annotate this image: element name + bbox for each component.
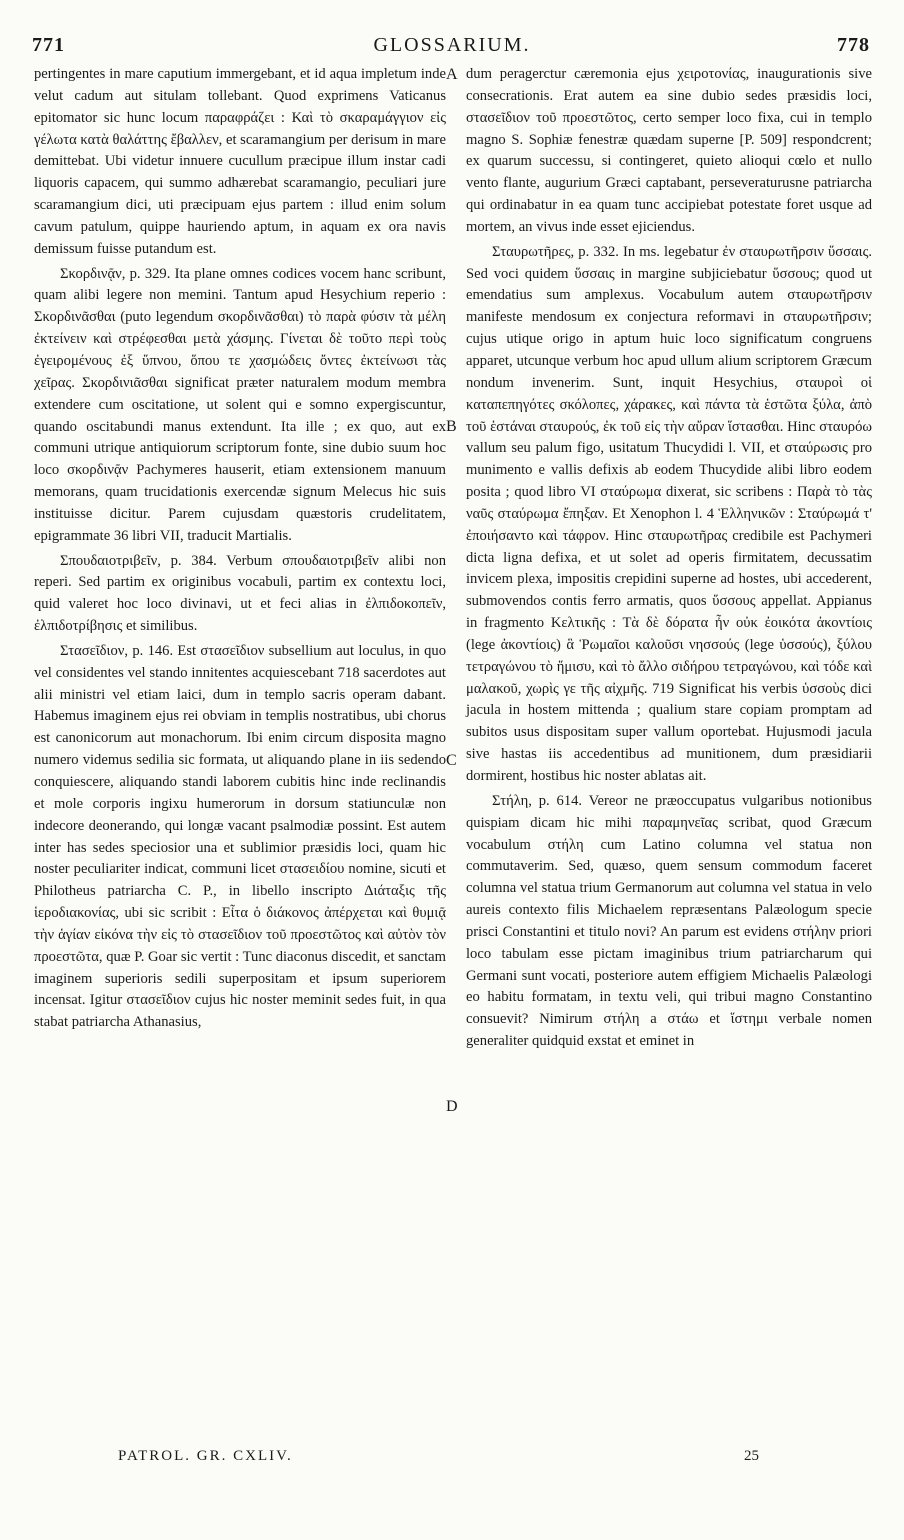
footer-series: PATROL. GR. CXLIV. (118, 1448, 293, 1464)
page-number-right: 778 (837, 34, 870, 56)
entry-skordinan: Σκορδινᾷν, p. 329. Ita plane omnes codices vocem hanc scribunt, quam alibi legere non memini. Tantum apud Hesychium reperio : Σκορδινᾶσθαι (puto legendum σκορδινᾶσθαι) τὸ παρὰ φύσιν τὰ μέλη ἐκτείνειν καὶ στρέφεσθαι μετὰ χάσμης. Γίνεται δὲ τοῦτο περὶ τοὺς ἐγειρομένους ἐξ ὕπνου, ὅπου τε χασμώδεις ὄντες ἐκτείνωσι τὰς χεῖρας. Σκορδινιᾶσθαι significat præter naturalem modum membra extendere cum oscitatione, ut solent qui e somno expergiscuntur, quando oscitabundi manus extendunt. Ita ille ; ex quo, aut ex communi utrique antiquiorum scriptorum fonte, sine dubio suum hoc loco σκορδινᾷν Pachymeres hauserit, etiam extensionem manuum memorans, quam trucidationis exercendæ signum Melecus hic suis instituisse dicitur. Parem cujusdam quæstoris crudelitatem, epigrammate 36 libri VII, traducit Martialis. (34, 265, 446, 544)
entry-stele: Στήλη, p. 614. Vereor ne præoccupatus vulgaribus notionibus quispiam dicam hic mihi παραμηνεῖας scribat, quod Græcum vocabulum στήλη cum Latino columna vel statua non commutaverim. Sed, quæso, quem sensum commodum faceret columna vel statua trium Germanorum aut columna vel statua in velo aureis contexto filis Michaelem repræsentans Palæologum specie prisci Constantini et titulo novi? An parum est evidens στήλην priori loco tabulam esse pictam imaginibus trium patriarcharum qui Germani sunt vocati, posteriore autem effigiem Michaelis Palæologi eo habitu formatam, in textu veli, qui tribui magno Constantino consuevit? Nimirum στήλη a στάω et ἵστημι verbale nomen generaliter quidquid exstat et eminet in (466, 792, 872, 1050)
entry-paragraph: pertingentes in mare caputium immergebant, et id aqua impletum inde velut cadum aut situlam tollebant. Quod exprimens Vaticanus epitomator sic hunc locum παραφράζει : Καὶ τὸ σκαραμάγγιον εἰς γέλωτα κατὰ θαλάττης ἔβαλλεν, et scaramangium per derisum in mare demittebat. Ubi videtur innuere cucullum præcipue illum instar cadi liquoris capacem, qui summo adhærebat scaramangio, peculiari jure scaramangium dici, uti præcipuam ejus partem : illud enim solum cavum patulum, quippe hauriendo aptum, in aquam ex ora navis demissum fuisse putandum est. (34, 66, 447, 257)
page-header (30, 34, 874, 58)
section-marker-a: A (446, 66, 458, 83)
page-number-left: 771 (32, 34, 65, 56)
footer-signature: 25 (744, 1448, 759, 1464)
right-column (466, 64, 872, 1053)
entry-continuation: dum peragerctur cæremonia ejus χειροτονίας, inaugurationis sive consecrationis. Erat autem ea sine dubio sedes præsidis loci, στασεῖδιον τοῦ προεστῶτος, certo semper loco fixa, cui in templo magno S. Sophiæ fenestræ quædam superne [P. 509] respondcrent; ex quarum successu, si contingeret, quieto alioqui cœlo et nullo vento flante, augurium Græci captabant, perseveraturusne patriarcha qui ordinabatur in ea quam tunc accipiebat potestate foret usque ad mortem, an vivus inde esset ejiciendus. (466, 66, 872, 235)
entry-staseidion: Στασεῖδιον, p. 146. Est στασεῖδιον subsellium aut loculus, in quo vel considentes vel stando innitentes acquiescebant 718 sacerdotes aut alii ministri vel etiam laici, dum in templo sacris operam dabant. Habemus imaginem ejus rei obviam in templis nostratibus, ubi chorus est canonicorum aut monachorum. Ibi enim circum disposita magno numero videmus sedilia sic formata, ut aliquando plane in iis sedendo conquiescere, aliquando standi laborem cubitis hinc inde reclinandis et mole corporis ingixu humerorum in dorsum statiunculæ non indecore deonerando, qui longæ vacant psalmodiæ possint. Est autem inter has sedes speciosior una et sublimior præsidis loci, quam hic noster peculiariter indicat, communi licet στασειδίου nomine, sicuti et Philotheus patriarcha C. P., in libello inscripto Διάταξις τῆς ἱεροδιακονίας, ubi sic scribit : Εἶτα ὁ διάκονος ἀπέρχεται καὶ θυμιᾷ τὴν ἁγίαν εἰκόνα τὴν εἰς τὸ στασεῖδιον τοῦ προεστῶτος καὶ αὐτὸν τὸν προεστῶτα, quæ P. Goar sic vertit : Tunc diaconus discedit, et sanctam imaginem superioris sedili superpositam et ipsum superiorem incensat. Igitur στασεῖδιον cujus hic noster meminit sedes fuit, in qua stabat patriarcha Athanasius, (34, 642, 446, 1031)
running-title: GLOSSARIUM. (373, 34, 531, 56)
entry-spoudaiotribein: Σπουδαιοτριβεῖν, p. 384. Verbum σπουδαιοτριβεῖν alibi non reperi. Sed partim ex originibus vocabuli, partim ex contextu loci, quid valeret hoc loco divinavi, ut et feci alias in ἐλπιδοκοπεῖν, ἐλπιδοτρίβησις et similibus. (34, 552, 446, 635)
entry-staurōtēres: Σταυρωτῆρες, p. 332. In ms. legebatur ἐν σταυρωτῆρσιν ὕσσαις. Sed voci quidem ὕσσαις in margine subjiciebatur ὕσσους; quod ut emendatius sum amplexus. Vocabulum autem σταυρωτῆρσιν manifeste mendosum ex conjectura reformavi in σταυρωτῆρσιν; cujus utique origo in aptum huic loco significatum congruens apparet, utcunque verbum hoc apud ullum alium scriptorem Græcum nondum invenerim. Sunt, inquit Hesychius, σταυροὶ οἱ καταπεπηγότες σκόλοπες, χάρακες, καὶ πάντα τὰ ἑστῶτα ξύλα, ἀπὸ τοῦ ἑστάναι σταυρούς, ἐκ τοῦ εἰς τὴν αὔραν ἵστασθαι. Hinc σταυρόω vallum seu palum figo, usitatum Thucydidi l. VII, et σταύρωσις pro munimento e vallis defixis ab eodem Thucydide alibi libro eodem posita ; quod libro VI σταύρωμα dixerat, sic scribens : Παρὰ τὸ τὰς ναῦς σταύρωμα ἔπηξαν. Et Xenophon l. 4 Ἑλληνικῶν : Σταύρωμά τ' ἐποιήσαντο καὶ τάφρον. Hinc σταυρωτῆρας credibile est Pachymeri dicta ligna defixa, et ut solet ad operis firmitatem, decussatim invicem plexa, impositis crepidini superne ad hostes, ubi accederent, submovendos contis ferro armatis, quos ὕσσους appellat. Appianus in fragmento Κελτικῆς : Τὰ δὲ δόρατα ἦν οὐκ ἐοικότα ἀκοντίοις (lege ἀκοντίοις) ἃ Ῥωμαῖοι καλοῦσι νησσούς (lege ὑσσούς), ξύλου τετραγώνου τὸ ἥμισυ, καὶ τὸ ἄλλο σιδήρου τετραγώνου, καὶ τόδε καὶ μαλακοῦ, χωρὶς γε τῆς αἰχμῆς. 719 Significat his verbis ὑσσοὺς dici jacula in hostem mittenda ; qualium stare copiam promptam ad subitos usus dispositam super vallum oportebat. Hujusmodi jacula sive hastas iis accedentibus ad munitionem, dum præsidiarii dormirent, hostibus hic noster ablatas ait. (466, 243, 872, 784)
section-marker-d: D (446, 1098, 458, 1115)
section-marker-c: C (446, 752, 457, 769)
left-column (34, 64, 446, 1034)
section-marker-b: B (446, 418, 457, 435)
